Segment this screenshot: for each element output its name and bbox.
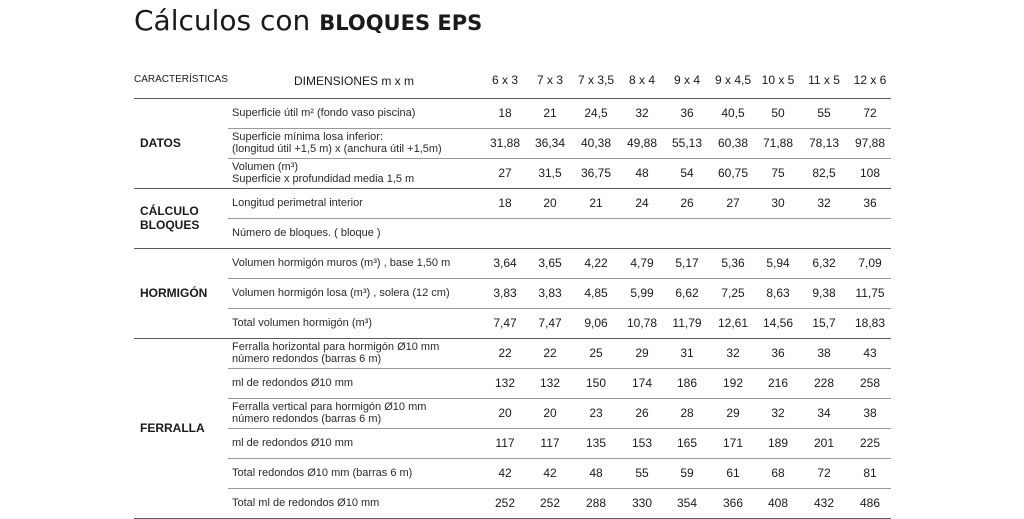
table-cell: 7,25 [721, 286, 745, 300]
table-cell: 252 [539, 496, 561, 510]
table-cell: 150 [585, 376, 607, 390]
table-cell: 60,38 [717, 136, 749, 150]
table-cell: 55 [817, 106, 831, 120]
table-cell: 61 [726, 466, 740, 480]
table-cell: 9,38 [812, 286, 836, 300]
table-cell: 189 [767, 436, 789, 450]
column-header: 12 x 6 [853, 73, 887, 87]
table-cell: 201 [813, 436, 835, 450]
table-cell: 36,75 [580, 166, 612, 180]
column-header: 9 x 4 [673, 73, 700, 87]
table-cell: 288 [585, 496, 607, 510]
column-header: 9 x 4,5 [714, 73, 752, 87]
row-label: Total ml de redondos Ø10 mm [232, 497, 380, 509]
table-cell: 55,13 [671, 136, 703, 150]
column-header: 10 x 5 [761, 73, 795, 87]
table-cell: 48 [589, 466, 603, 480]
table-cell: 32 [635, 106, 649, 120]
table-cell: 11,75 [855, 286, 885, 300]
section-divider [134, 188, 891, 189]
table-cell: 71,88 [762, 136, 794, 150]
header-caracteristicas: CARACTERÍSTICAS [134, 74, 228, 85]
table-cell: 7,47 [538, 316, 562, 330]
row-label: Volumen hormigón losa (m³) , solera (12 cm) [232, 287, 450, 299]
row-label: ml de redondos Ø10 mm [232, 377, 354, 389]
table-cell: 50 [771, 106, 785, 120]
column-header: 7 x 3,5 [577, 73, 615, 87]
table-cell: 192 [722, 376, 744, 390]
table-cell: 32 [771, 406, 785, 420]
table-cell: 32 [817, 196, 831, 210]
column-header: 7 x 3 [536, 73, 563, 87]
row-divider [228, 398, 891, 399]
header-divider [134, 98, 891, 99]
table-cell: 108 [859, 166, 881, 180]
table-cell: 28 [680, 406, 694, 420]
row-label: Número de bloques. ( bloque ) [232, 227, 381, 239]
table-cell: 3,83 [538, 286, 562, 300]
table-cell: 225 [859, 436, 881, 450]
table-cell: 40,5 [721, 106, 745, 120]
row-divider [228, 458, 891, 459]
table-cell: 174 [631, 376, 653, 390]
table-cell: 5,36 [721, 256, 745, 270]
row-divider [228, 308, 891, 309]
table-cell: 43 [863, 346, 877, 360]
table-cell: 216 [767, 376, 789, 390]
row-label: Longitud perimetral interior [232, 197, 363, 209]
table-cell: 3,83 [493, 286, 517, 300]
table-cell: 26 [635, 406, 649, 420]
table-cell: 49,88 [626, 136, 658, 150]
section-label: DATOS [140, 136, 181, 150]
section-label: HORMIGÓN [140, 286, 208, 300]
table-cell: 18 [498, 106, 512, 120]
row-divider [228, 368, 891, 369]
table-cell: 15,7 [812, 316, 836, 330]
table-cell: 117 [495, 436, 515, 450]
table-cell: 5,99 [630, 286, 654, 300]
row-divider [228, 218, 891, 219]
table-cell: 10,78 [626, 316, 658, 330]
table-cell: 36 [863, 196, 877, 210]
table-cell: 81 [863, 466, 877, 480]
table-cell: 26 [680, 196, 694, 210]
table-cell: 4,22 [584, 256, 608, 270]
table-cell: 29 [635, 346, 649, 360]
table-cell: 258 [859, 376, 881, 390]
table-cell: 59 [680, 466, 694, 480]
table-cell: 24,5 [584, 106, 608, 120]
table-cell: 31 [680, 346, 694, 360]
section-label: CÁLCULO BLOQUES [140, 204, 200, 232]
row-label: Superficie mínima losa inferior: (longitud útil +1,5 m) x (anchura útil +1,5m) [232, 131, 442, 155]
table-cell: 27 [498, 166, 512, 180]
table-cell: 72 [863, 106, 877, 120]
table-cell: 11,79 [672, 316, 702, 330]
row-divider [228, 278, 891, 279]
table-cell: 21 [543, 106, 557, 120]
table-cell: 29 [726, 406, 740, 420]
table-cell: 7,09 [858, 256, 882, 270]
table-cell: 60,75 [717, 166, 749, 180]
table-cell: 72 [817, 466, 831, 480]
row-label: Ferralla horizontal para hormigón Ø10 mm número redondos (barras 6 m) [232, 341, 440, 365]
table-cell: 14,56 [762, 316, 794, 330]
row-divider [228, 428, 891, 429]
row-divider [228, 158, 891, 159]
table-cell: 30 [771, 196, 785, 210]
row-divider [228, 488, 891, 489]
table-cell: 20 [543, 406, 557, 420]
table-cell: 40,38 [580, 136, 612, 150]
table-cell: 432 [813, 496, 835, 510]
table-cell: 42 [543, 466, 557, 480]
table-cell: 21 [589, 196, 603, 210]
table-cell: 36 [771, 346, 785, 360]
table-cell: 75 [771, 166, 785, 180]
table-cell: 78,13 [808, 136, 840, 150]
section-divider [134, 248, 891, 249]
table-cell: 42 [498, 466, 512, 480]
table-cell: 252 [494, 496, 516, 510]
table-cell: 3,65 [538, 256, 562, 270]
table-cell: 38 [863, 406, 877, 420]
table-cell: 55 [635, 466, 649, 480]
table-cell: 20 [498, 406, 512, 420]
table-cell: 153 [631, 436, 653, 450]
table-cell: 7,47 [493, 316, 517, 330]
row-divider [228, 128, 891, 129]
table-cell: 23 [589, 406, 603, 420]
row-label: Volumen hormigón muros (m³) , base 1,50 m [232, 257, 451, 269]
table-cell: 97,88 [854, 136, 886, 150]
table-cell: 27 [726, 196, 740, 210]
table-cell: 135 [585, 436, 607, 450]
table-cell: 48 [635, 166, 649, 180]
table-cell: 486 [859, 496, 881, 510]
table-cell: 4,79 [630, 256, 654, 270]
title-light: Cálculos con [134, 4, 320, 37]
table-cell: 68 [771, 466, 785, 480]
table-cell: 22 [543, 346, 557, 360]
table-cell: 82,5 [812, 166, 836, 180]
table-cell: 117 [540, 436, 560, 450]
table-cell: 25 [589, 346, 603, 360]
table-cell: 36,34 [534, 136, 566, 150]
table-cell: 8,63 [766, 286, 790, 300]
table-cell: 132 [539, 376, 561, 390]
row-label: Ferralla vertical para hormigón Ø10 mm número redondos (barras 6 m) [232, 401, 427, 425]
table-cell: 20 [543, 196, 557, 210]
row-label: Total redondos Ø10 mm (barras 6 m) [232, 467, 413, 479]
table-cell: 6,32 [812, 256, 836, 270]
table-cell: 5,94 [766, 256, 790, 270]
table-cell: 18,83 [854, 316, 886, 330]
table-cell: 12,61 [717, 316, 749, 330]
table-cell: 3,64 [493, 256, 517, 270]
row-label: Superficie útil m² (fondo vaso piscina) [232, 107, 416, 119]
table-cell: 228 [813, 376, 835, 390]
table-cell: 9,06 [584, 316, 608, 330]
column-header: 11 x 5 [808, 73, 840, 87]
section-divider [134, 338, 891, 339]
table-cell: 22 [498, 346, 512, 360]
table-cell: 24 [635, 196, 649, 210]
page-title [134, 4, 482, 37]
table-cell: 5,17 [675, 256, 699, 270]
table-cell: 18 [498, 196, 512, 210]
column-header: 8 x 4 [628, 73, 655, 87]
table-cell: 32 [726, 346, 740, 360]
header-dimensiones: DIMENSIONES m x m [294, 74, 415, 88]
table-cell: 408 [767, 496, 789, 510]
table-cell: 171 [722, 436, 744, 450]
row-label: Volumen (m³) Superficie x profundidad media 1,5 m [232, 161, 415, 185]
table-cell: 38 [817, 346, 831, 360]
row-label: Total volumen hormigón (m³) [232, 317, 372, 329]
table-cell: 186 [676, 376, 698, 390]
table-cell: 165 [676, 436, 698, 450]
table-cell: 4,85 [584, 286, 608, 300]
table-cell: 6,62 [675, 286, 699, 300]
title-bold: BLOQUES EPS [319, 11, 483, 35]
table-cell: 366 [722, 496, 744, 510]
table-cell: 34 [817, 406, 831, 420]
table-cell: 31,5 [538, 166, 562, 180]
section-label: FERRALLA [140, 421, 205, 435]
table-cell: 330 [631, 496, 653, 510]
table-cell: 54 [680, 166, 694, 180]
table-cell: 132 [494, 376, 516, 390]
row-label: ml de redondos Ø10 mm [232, 437, 354, 449]
table-cell: 354 [676, 496, 698, 510]
table-cell: 36 [680, 106, 694, 120]
column-header: 6 x 3 [491, 73, 518, 87]
table-cell: 31,88 [489, 136, 521, 150]
